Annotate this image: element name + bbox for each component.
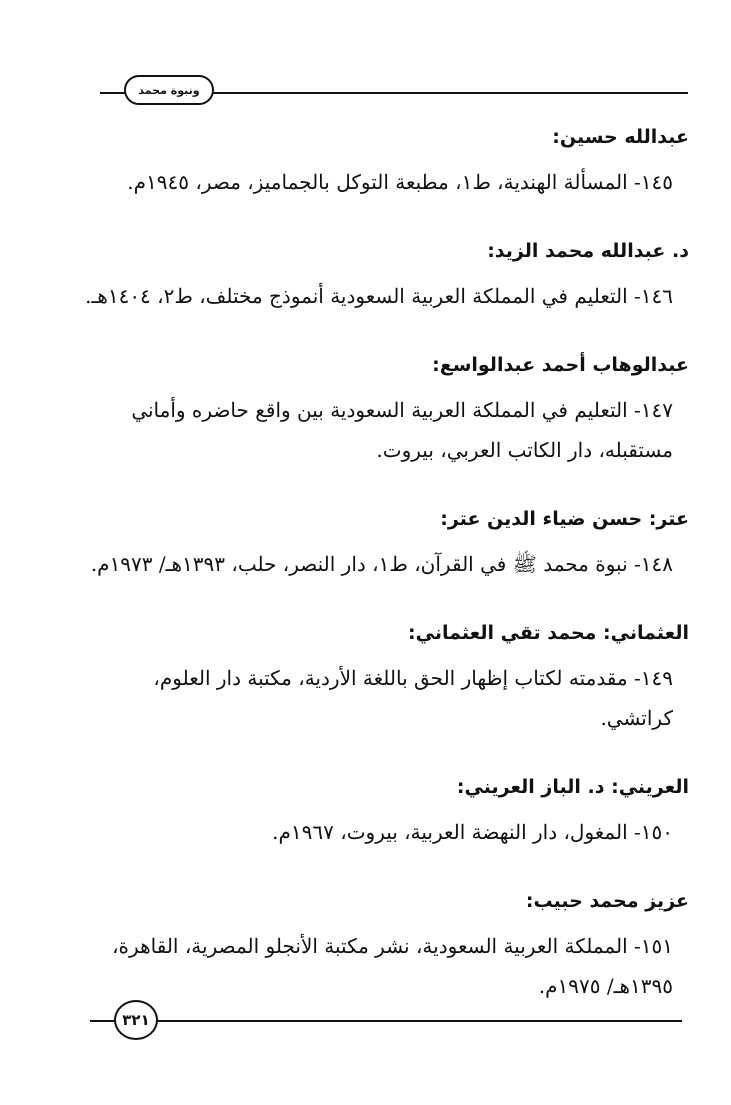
footer-rule [90,1020,682,1022]
author-heading: عتر: حسن ضياء الدين عتر: [440,508,689,530]
author-heading: عبدالله حسين: [552,126,689,148]
running-header: ونبوة محمد [124,75,214,105]
bibliography-entry: ١٥٠- المغول، دار النهضة العربية، بيروت، ١٩٦٧م. [272,820,673,844]
bibliography-entry: ١٤٦- التعليم في المملكة العربية السعودية أنموذج مختلف، ط٢، ١٤٠٤هـ. [85,284,673,308]
author-heading: عبدالوهاب أحمد عبدالواسع: [432,354,689,376]
page-number: ٣٢١ [114,1000,158,1040]
bibliography-entry: ١٤٩- مقدمته لكتاب إظهار الحق باللغة الأردية، مكتبة دار العلوم، كراتشي. [153,666,673,730]
bibliography-entry: ١٤٥- المسألة الهندية، ط١، مطبعة التوكل بالجماميز، مصر، ١٩٤٥م. [127,170,673,194]
author-heading: العريني: د. الباز العريني: [456,776,689,798]
bibliography-entry: ١٥١- المملكة العربية السعودية، نشر مكتبة الأنجلو المصرية، القاهرة، ١٣٩٥هـ/ ١٩٧٥م. [112,934,673,998]
bibliography-entry: ١٤٨- نبوة محمد ﷺ في القرآن، ط١، دار النصر، حلب، ١٣٩٣هـ/ ١٩٧٣م. [90,552,673,576]
bibliography-list [79,122,689,1006]
author-heading: العثماني: محمد تقي العثماني: [408,622,689,644]
bibliography-entry: ١٤٧- التعليم في المملكة العربية السعودية بين واقع حاضره وأماني مستقبله، دار الكاتب العربي، بيروت. [131,398,673,462]
author-heading: عزيز محمد حبيب: [525,890,689,912]
author-heading: د. عبدالله محمد الزيد: [487,240,689,262]
